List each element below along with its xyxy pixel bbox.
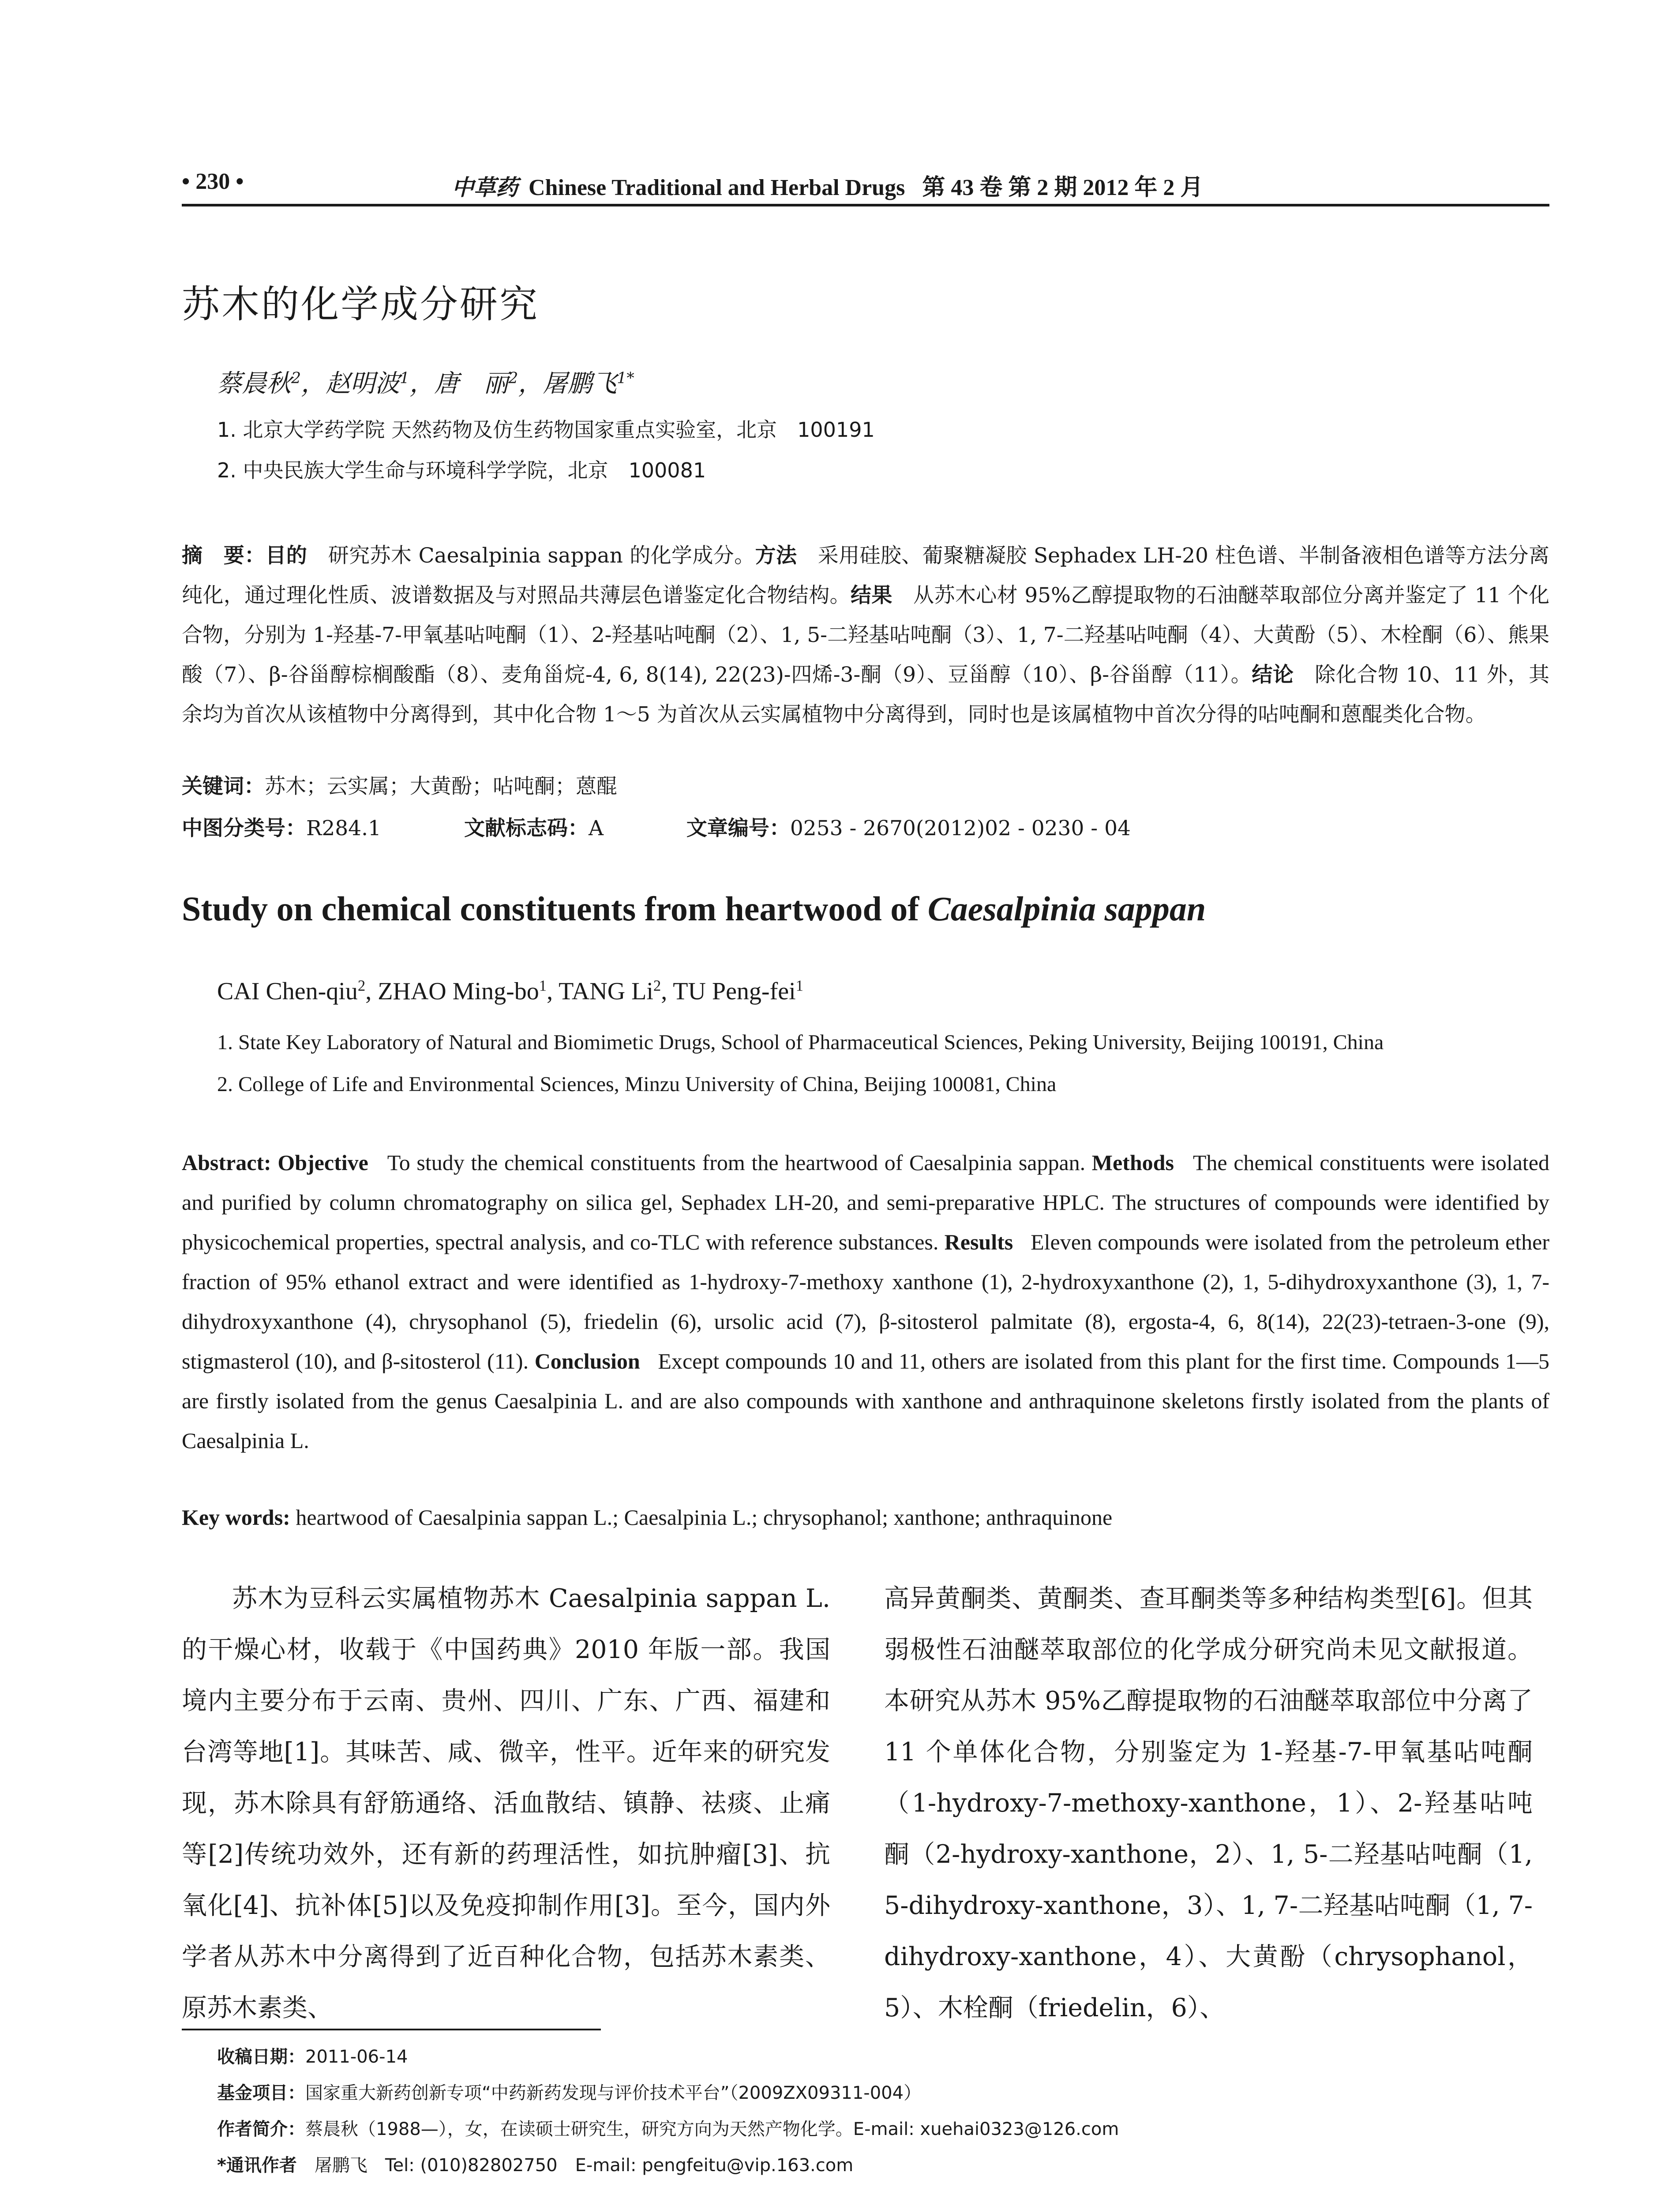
- footnote-corresponding: *通讯作者 屠鹏飞 Tel: (010)82802750 E-mail: pengfeitu@vip.163.com: [217, 2155, 854, 2176]
- en-affiliation-1: 1. State Key Laboratory of Natural and Biomimetic Drugs, School of Pharmaceutical Sciences, Peking University, Beijing 100191, China: [217, 1031, 1384, 1054]
- cn-affiliation-1: 1. 北京大学药学院 天然药物及仿生药物国家重点实验室，北京 100191: [217, 418, 875, 442]
- cn-author: 唐 丽: [434, 369, 509, 398]
- cn-authors: 蔡晨秋$^2$，赵明波$^1$，唐 丽$^2$，屠鹏飞$^{1*}$: [217, 369, 634, 398]
- footnote-author: 作者简介：蔡晨秋（1988—），女，在读硕士研究生，研究方向为天然产物化学。E-mail: xuehai0323@126.com: [217, 2119, 1119, 2139]
- footnote-received: 收稿日期：2011-06-14: [217, 2047, 408, 2067]
- running-header: [182, 169, 1549, 204]
- cn-classification: 中图分类号：R284.1 文献标志码：A 文章编号：0253 - 2670(2012)02 - 0230 - 04: [182, 816, 1131, 840]
- journal-title: [452, 169, 1203, 202]
- en-authors: CAI Chen-qiu$^2$, ZHAO Ming-$bo^1$, TANG Li$^2$, TU Peng-fei$^1$: [217, 977, 803, 1005]
- journal-name-en: Chinese Traditional and Herbal Drugs: [529, 175, 905, 200]
- body-column-right: 高异黄酮类、黄酮类、查耳酮类等多种结构类型[6]。但其弱极性石油醚萃取部位的化学成分研究尚未见文献报道。本研究从苏木 95%乙醇提取物的石油醚萃取部位中分离了 11 个单体化合物，分别鉴定为 1-羟基-7-甲氧基呫吨酮（1-hydroxy-7-methoxy-xanthone，1）、2-羟基呫吨酮（2-hydroxy-xanthone，2）、1, 5-二羟基呫吨酮（1, 5-dihydroxy-xanthone，3）、1, 7-二羟基呫吨酮（1, 7-dihydroxy-xanthone，4）、大黄酚（chrysophanol，5）、木栓酮（friedelin，6）、: [884, 1584, 1533, 2022]
- cn-affiliation-2: 2. 中央民族大学生命与环境科学学院，北京 100081: [217, 458, 706, 482]
- header-rule: [182, 204, 1549, 206]
- cn-title: 苏木的化学成分研究: [182, 282, 539, 326]
- page-number: • 230 •: [182, 169, 244, 194]
- cn-author: 屠鹏飞: [543, 369, 617, 398]
- cn-author: 蔡晨秋: [217, 369, 291, 398]
- journal-issue: 第 43 卷 第 2 期 2012 年 2 月: [922, 175, 1204, 200]
- cn-keywords: 关键词：苏木；云实属；大黄酚；呫吨酮；蒽醌: [182, 774, 617, 799]
- en-keywords: Key words: heartwood of Caesalpinia sappan L.; Caesalpinia L.; chrysophanol; xanthone; anthraquinone: [182, 1505, 1113, 1530]
- cn-abstract: 摘 要：目的 研究苏木 Caesalpinia sappan 的化学成分。方法 采用硅胶、葡聚糖凝胶 Sephadex LH-20 柱色谱、半制备液相色谱等方法分离纯化，通过理化性质、波谱数据及与对照品共薄层色谱鉴定化合物结构。结果 从苏木心材 95%乙醇提取物的石油醚萃取部位分离并鉴定了 11 个化合物，分别为 1-羟基-7-甲氧基呫吨酮（1）、2-羟基呫吨酮（2）、1, 5-二羟基呫吨酮（3）、1, 7-二羟基呫吨酮（4）、大黄酚（5）、木栓酮（6）、熊果酸（7）、β-谷甾醇棕榈酸酯（8）、麦角甾烷-4, 6, 8(14), 22(23)-四烯-3-酮（9）、豆甾醇（10）、β-谷甾醇（11）。结论 除化合物 10、11 外，其余均为首次从该植物中分离得到，其中化合物 1～5 为首次从云实属植物中分离得到，同时也是该属植物中首次分得的呫吨酮和蒽醌类化合物。: [182, 544, 1550, 727]
- footnote-rule: [182, 2029, 601, 2030]
- journal-logo-cn: 中草药: [452, 175, 518, 200]
- en-abstract: Abstract: Objective To study the chemical constituents from the heartwood of Caesalpinia sappan. Methods The chemical constituents were isolated and purified by column chromatography on silica gel, Sephadex LH-20, and semi-preparative HPLC. The structures of compounds were identified by physicochemical properties, spectral analysis, and co-TLC with reference substances. Results Eleven compounds were isolated from the petroleum ether fraction of 95% ethanol extract and were identified as 1-hydroxy-7-methoxy xanthone (1), 2-hydroxyxanthone (2), 1, 5-dihydroxyxanthone (3), 1, 7-dihydroxyxanthone (4), chrysophanol (5), friedelin (6), ursolic acid (7), β-sitosterol palmitate (8), ergosta-4, 6, 8(14), 22(23)-tetraen-3-one (9), stigmasterol (10), and β-sitosterol (11). Conclusion Except compounds 10 and 11, others are isolated from this plant for the first time. Compounds 1—5 are firstly isolated from the genus Caesalpinia L. and are also compounds with xanthone and anthraquinone skeletons firstly isolated from the plants of Caesalpinia L.: [182, 1150, 1550, 1453]
- cn-author: 赵明波: [326, 369, 400, 398]
- body-column-left: 苏木为豆科云实属植物苏木 Caesalpinia sappan L. 的干燥心材，收载于《中国药典》2010 年版一部。我国境内主要分布于云南、贵州、四川、广东、广西、福建和台湾等地[1]。其味苦、咸、微辛，性平。近年来的研究发现，苏木除具有舒筋通络、活血散结、镇静、祛痰、止痛等[2]传统功效外，还有新的药理活性，如抗肿瘤[3]、抗氧化[4]、抗补体[5]以及免疫抑制作用[3]。至今，国内外学者从苏木中分离得到了近百种化合物，包括苏木素类、原苏木素类、: [182, 1584, 830, 2022]
- en-affiliation-2: 2. College of Life and Environmental Sciences, Minzu University of China, Beijing 100081, China: [217, 1073, 1057, 1096]
- en-title: Study on chemical constituents from heartwood of Caesalpinia sappan: [182, 889, 1206, 928]
- footnote-fund: 基金项目：国家重大新药创新专项“中药新药发现与评价技术平台”（2009ZX09311-004）: [217, 2083, 922, 2103]
